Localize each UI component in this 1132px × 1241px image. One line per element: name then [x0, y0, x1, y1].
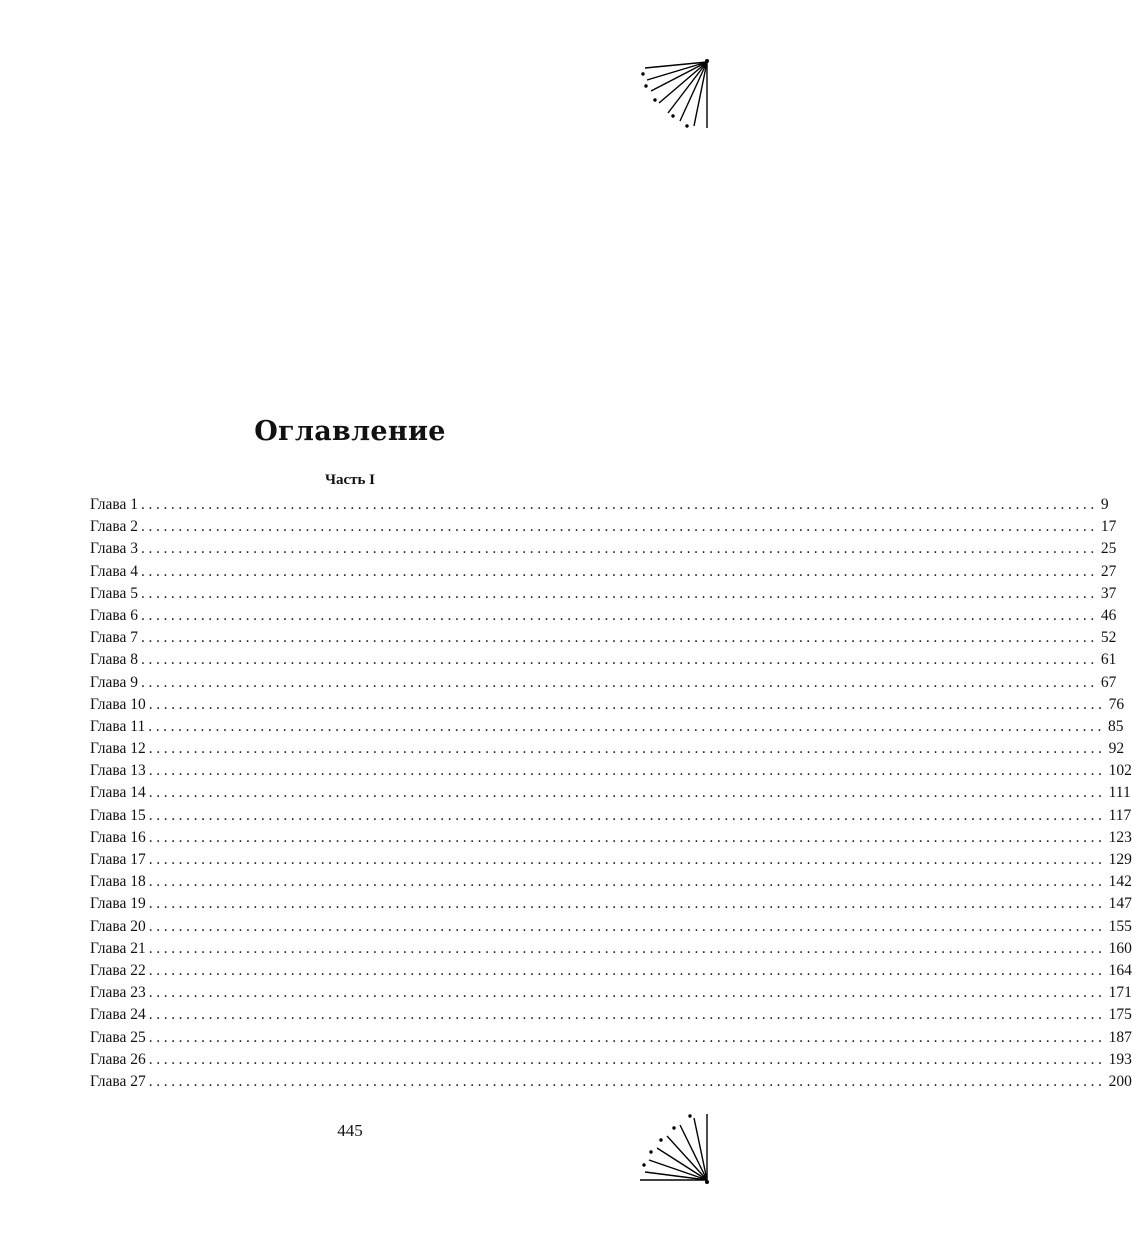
toc-entry[interactable] — [90, 561, 1117, 583]
toc-leader-dots: ................................................................................................................................ — [148, 740, 1106, 758]
toc-leader-dots: ................................................................................................................................ — [148, 828, 1106, 846]
toc-entry-page: 142 — [1108, 873, 1132, 891]
toc-leader-dots: ................................................................................................................................ — [148, 851, 1106, 868]
toc-entry[interactable] — [90, 916, 1132, 938]
toc-leader-dots: ................................................................................................................................ — [141, 562, 1098, 580]
toc-entry[interactable] — [90, 694, 1125, 716]
toc-leader-dots: ................................................................................................................................ — [148, 1072, 1106, 1090]
toc-entry[interactable] — [90, 1027, 1132, 1049]
toc-leader-dots: ................................................................................................................................ — [141, 540, 1098, 558]
toc-entry[interactable] — [90, 960, 1132, 982]
toc-leader-dots: ................................................................................................................................ — [141, 496, 1098, 513]
toc-leader-dots: ................................................................................................................................ — [148, 1050, 1106, 1068]
toc-entry-page: 155 — [1108, 917, 1132, 935]
toc-entry-page: 52 — [1100, 629, 1117, 647]
toc-leader-dots: ................................................................................................................................ — [141, 518, 1098, 536]
toc-entry-label: Глава 25 — [90, 1028, 146, 1046]
toc-entry-label: Глава 21 — [90, 939, 146, 957]
toc-entry-page: 102 — [1108, 762, 1132, 780]
toc-entry-page: 117 — [1108, 806, 1132, 824]
toc-entry-label: Глава 10 — [90, 695, 146, 713]
toc-entry-label: Глава 16 — [90, 828, 146, 846]
toc-leader-dots: ................................................................................................................................ — [141, 584, 1098, 602]
toc-entry-label: Глава 20 — [90, 917, 146, 935]
toc-leader-dots: ................................................................................................................................ — [148, 806, 1106, 824]
toc-leader-dots: ................................................................................................................................ — [148, 895, 1106, 913]
toc-entry[interactable] — [90, 827, 1132, 849]
toc-entry[interactable] — [90, 871, 1132, 893]
toc-entry-page: 200 — [1108, 1072, 1132, 1090]
toc-entry-page: 76 — [1108, 695, 1125, 713]
toc-entry-label: Глава 8 — [90, 651, 139, 669]
toc-entry[interactable] — [90, 716, 1124, 738]
toc-entry-label: Глава 5 — [90, 584, 139, 602]
toc-entry[interactable] — [90, 627, 1117, 649]
toc-entry-page: 9 — [1100, 496, 1109, 513]
toc-entry[interactable] — [90, 1071, 1132, 1093]
toc-entry-label: Глава 15 — [90, 806, 146, 824]
toc-entry-page: 17 — [1100, 518, 1117, 536]
toc-entry-label: Глава 1 — [90, 496, 139, 513]
toc-entry-page: 67 — [1100, 673, 1117, 691]
sunburst-corner-icon — [637, 58, 709, 130]
toc-entry-label: Глава 3 — [90, 540, 139, 558]
toc-entry-label: Глава 9 — [90, 673, 139, 691]
toc-entry-page: 85 — [1108, 717, 1124, 735]
toc-entry[interactable] — [90, 782, 1131, 804]
toc-entry-page: 129 — [1108, 851, 1132, 868]
toc-entry[interactable] — [90, 672, 1117, 694]
toc-entry-label: Глава 11 — [90, 717, 146, 735]
toc-entry-page: 147 — [1108, 895, 1132, 913]
sunburst-corner-icon — [637, 1112, 709, 1184]
toc-entry[interactable] — [90, 516, 1117, 538]
toc-entry[interactable] — [90, 760, 1132, 782]
toc-leader-dots: ................................................................................................................................ — [148, 1006, 1106, 1024]
toc-entry-page: 92 — [1108, 740, 1125, 758]
toc-leader-dots: ................................................................................................................................ — [141, 673, 1098, 691]
toc-leader-dots: ................................................................................................................................ — [148, 717, 1106, 735]
toc-leader-dots: ................................................................................................................................ — [148, 784, 1106, 802]
toc-entry[interactable] — [90, 1049, 1132, 1071]
toc-entry-label: Глава 26 — [90, 1050, 146, 1068]
toc-entry[interactable] — [90, 649, 1117, 671]
toc-entry[interactable] — [90, 605, 1117, 627]
toc-entry-label: Глава 19 — [90, 895, 146, 913]
toc-leader-dots: ................................................................................................................................ — [148, 695, 1106, 713]
toc-entry-page: 164 — [1108, 961, 1132, 979]
page-number: 445 — [337, 1121, 363, 1140]
toc-entry-label: Глава 7 — [90, 629, 139, 647]
toc-entry-page: 175 — [1108, 1006, 1132, 1024]
toc-entry[interactable] — [90, 538, 1117, 560]
toc-entry[interactable] — [90, 494, 1109, 516]
toc-entry-page: 61 — [1100, 651, 1117, 669]
toc-leader-dots: ................................................................................................................................ — [148, 961, 1106, 979]
toc-entry-label: Глава 6 — [90, 606, 139, 624]
toc-leader-dots: ................................................................................................................................ — [141, 606, 1098, 624]
toc-leader-dots: ................................................................................................................................ — [148, 1028, 1106, 1046]
toc-entry[interactable] — [90, 982, 1132, 1004]
part-heading: Часть I — [324, 472, 376, 488]
toc-entry-page: 46 — [1100, 606, 1117, 624]
toc-entry-label: Глава 22 — [90, 961, 146, 979]
toc-entry-page: 160 — [1108, 939, 1132, 957]
toc-entry-label: Глава 13 — [90, 762, 146, 780]
toc-leader-dots: ................................................................................................................................ — [148, 873, 1106, 891]
toc-entry-page: 171 — [1108, 984, 1132, 1002]
toc-entry[interactable] — [90, 1004, 1132, 1026]
toc-entry[interactable] — [90, 938, 1132, 960]
toc-entry-label: Глава 12 — [90, 740, 146, 758]
toc-entry-label: Глава 27 — [90, 1072, 146, 1090]
toc-entry[interactable] — [90, 805, 1132, 827]
toc-leader-dots: ................................................................................................................................ — [141, 651, 1098, 669]
toc-entry-label: Глава 23 — [90, 984, 146, 1002]
toc-entry-label: Глава 18 — [90, 873, 146, 891]
toc-leader-dots: ................................................................................................................................ — [148, 917, 1106, 935]
toc-entry-label: Глава 14 — [90, 784, 146, 802]
toc-leader-dots: ................................................................................................................................ — [148, 939, 1106, 957]
toc-entry-page: 37 — [1100, 584, 1117, 602]
toc-leader-dots: ................................................................................................................................ — [148, 984, 1106, 1002]
toc-entry-label: Глава 4 — [90, 562, 139, 580]
toc-list — [90, 494, 1132, 1093]
toc-entry[interactable] — [90, 738, 1125, 760]
toc-leader-dots: ................................................................................................................................ — [141, 629, 1098, 647]
toc-entry-page: 27 — [1100, 562, 1117, 580]
toc-entry[interactable] — [90, 583, 1117, 605]
toc-entry[interactable] — [90, 849, 1132, 871]
toc-leader-dots: ................................................................................................................................ — [148, 762, 1106, 780]
toc-entry-page: 187 — [1108, 1028, 1132, 1046]
page-title: Оглавление — [254, 416, 446, 448]
toc-entry-page: 193 — [1108, 1050, 1132, 1068]
toc-entry[interactable] — [90, 893, 1132, 915]
toc-entry-page: 111 — [1108, 784, 1131, 802]
toc-entry-page: 25 — [1100, 540, 1117, 558]
toc-entry-label: Глава 24 — [90, 1006, 146, 1024]
toc-entry-page: 123 — [1108, 828, 1132, 846]
toc-entry-label: Глава 17 — [90, 851, 146, 868]
toc-entry-label: Глава 2 — [90, 518, 139, 536]
